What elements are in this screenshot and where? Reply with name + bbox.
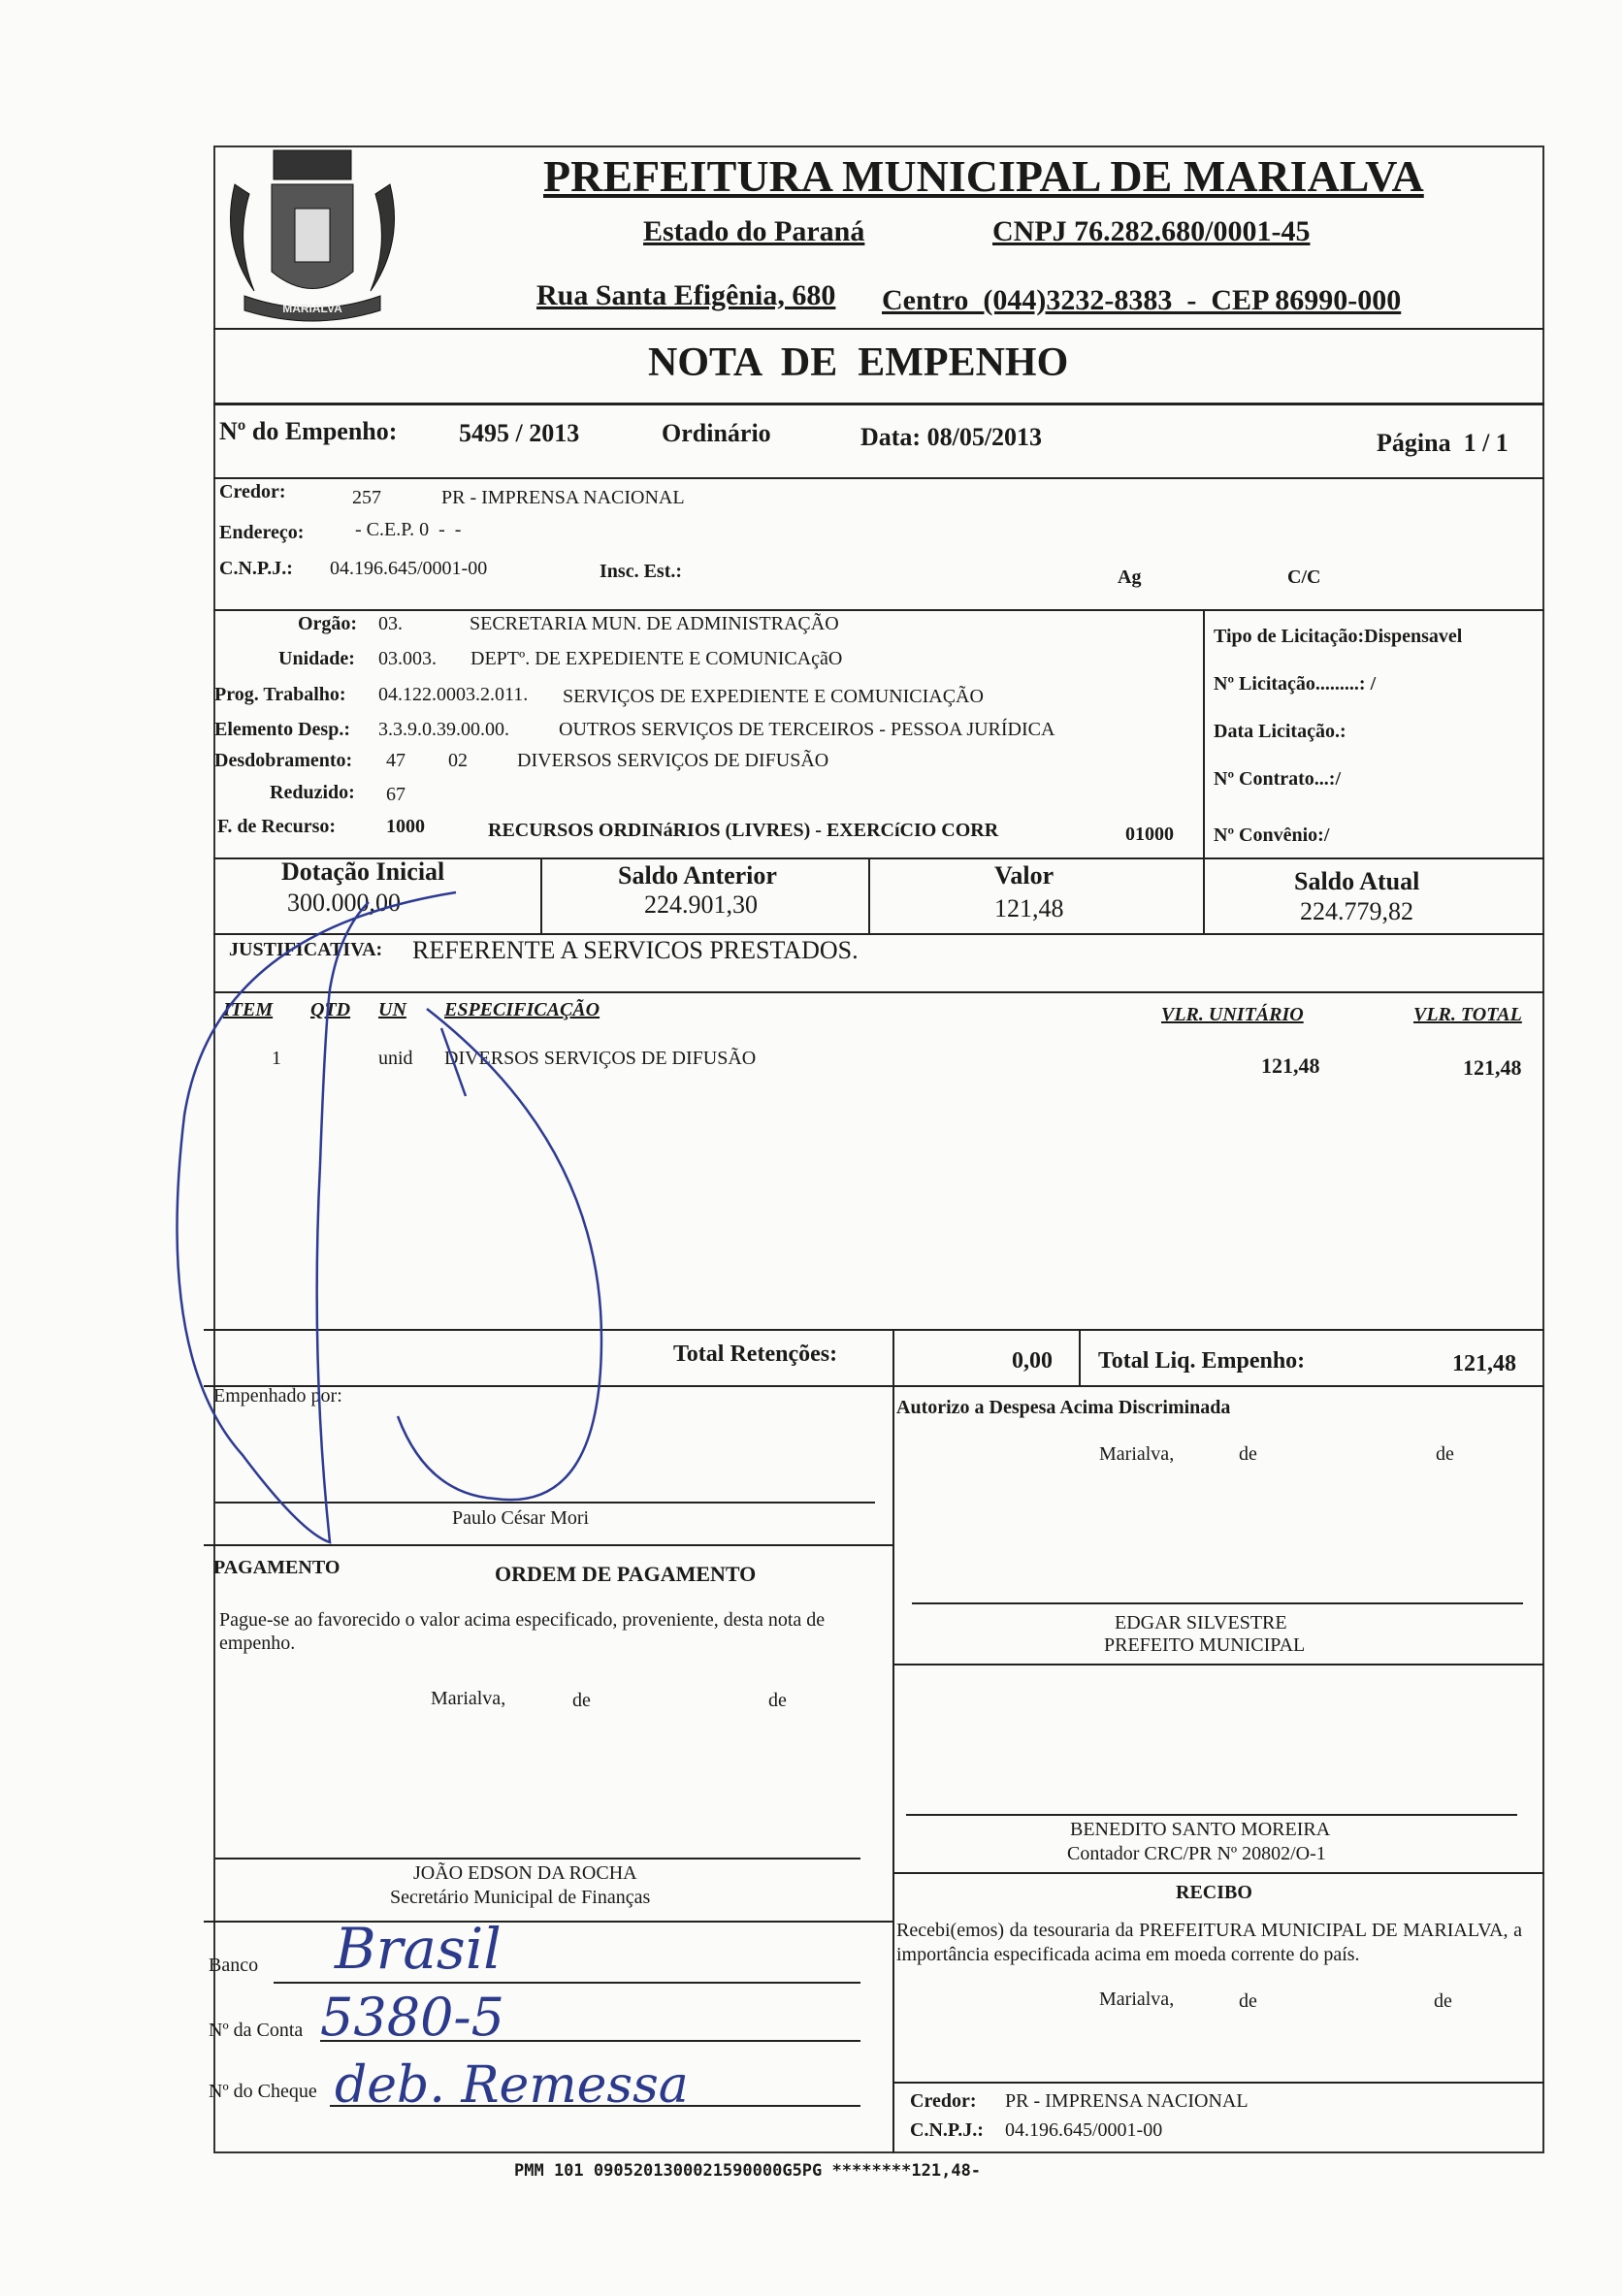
numero-contrato: Nº Contrato...:/ — [1214, 768, 1342, 790]
conta-label: Nº da Conta — [209, 2020, 304, 2041]
prefeito-role: PREFEITO MUNICIPAL — [1104, 1634, 1306, 1656]
empenho-date: Data: 08/05/2013 — [860, 423, 1043, 451]
street-address: Rua Santa Efigênia, 680 — [536, 279, 836, 311]
liquido-value: 121,48 — [1452, 1351, 1516, 1376]
credor-cnpj: 04.196.645/0001-00 — [330, 558, 488, 579]
seal-banner-text: MARIALVA — [282, 302, 342, 315]
data-licitacao: Data Licitação.: — [1214, 721, 1346, 742]
autorizo-label: Autorizo a Despesa Acima Discriminada — [896, 1397, 1231, 1418]
totals-col-1 — [892, 1329, 894, 1387]
header-qtd: QTD — [310, 999, 351, 1020]
doc-title: NOTA DE EMPENHO — [648, 340, 1069, 385]
prog-trabalho-label: Prog. Trabalho: — [214, 684, 346, 705]
orgao-code: 03. — [378, 613, 403, 634]
row-spec: DIVERSOS SERVIÇOS DE DIFUSÃO — [444, 1048, 757, 1069]
saldo-anterior-value: 224.901,30 — [644, 890, 758, 919]
liquido-label: Total Liq. Empenho: — [1098, 1348, 1306, 1374]
phone-cep: Centro (044)3232-8383 - CEP 86990-000 — [882, 284, 1402, 316]
financas-role: Secretário Municipal de Finanças — [390, 1887, 651, 1908]
pagamento-label: PAGAMENTO — [213, 1557, 341, 1578]
justificativa-text: REFERENTE A SERVICOS PRESTADOS. — [412, 936, 859, 964]
recibo-credor-label: Credor: — [910, 2090, 977, 2112]
dotacao-label: Dotação Inicial — [281, 857, 445, 886]
elemento-code: 3.3.9.0.39.00.00. — [378, 719, 509, 740]
endereco-value: - C.E.P. 0 - - — [355, 519, 462, 540]
banco-handwritten: Brasil — [335, 1916, 502, 1982]
recibo-cnpj-label: C.N.P.J.: — [910, 2119, 984, 2141]
tipo-licitacao: Tipo de Licitação:Dispensavel — [1214, 626, 1463, 647]
prefeito-sign-line — [912, 1602, 1523, 1604]
cnpj-label: C.N.P.J.: — [219, 558, 293, 579]
recibo-de2: de — [1434, 1990, 1452, 2012]
footer-code: PMM 101 0905201300021590000G5PG ********121,48- — [514, 2161, 982, 2181]
page-indicator: Página 1 / 1 — [1377, 429, 1508, 457]
prefeito-name: EDGAR SILVESTRE — [1115, 1612, 1287, 1633]
desdobramento-sub: 02 — [448, 750, 468, 771]
retencoes-value: 0,00 — [1012, 1348, 1053, 1374]
credor-code: 257 — [352, 487, 381, 508]
row-item: 1 — [272, 1048, 281, 1069]
row-unit: unid — [378, 1048, 413, 1069]
credor-name: PR - IMPRENSA NACIONAL — [441, 487, 685, 508]
ordem-pagamento-label: ORDEM DE PAGAMENTO — [495, 1562, 757, 1586]
recurso-name: RECURSOS ORDINáRIOS (LIVRES) - EXERCíCIO CORR — [488, 820, 999, 841]
recurso-sub: 01000 — [1125, 824, 1174, 845]
empenho-number: 5495 / 2013 — [459, 419, 580, 447]
banco-line — [274, 1982, 860, 1984]
recibo-de1: de — [1239, 1990, 1257, 2012]
contador-name: BENEDITO SANTO MOREIRA — [1070, 1819, 1331, 1840]
recibo-text: Recebi(emos) da tesouraria da PREFEITURA MUNICIPAL DE MARIALVA, a importância especificada acima em moeda corrente do país. — [896, 1920, 1522, 1965]
balance-divider — [213, 933, 1544, 935]
conta-handwritten: 5380-5 — [320, 1987, 505, 2048]
valor-value: 121,48 — [994, 894, 1064, 922]
totals-bottom — [204, 1385, 1544, 1387]
valor-label: Valor — [994, 861, 1054, 889]
lower-divider — [892, 1385, 894, 2153]
dotacao-value: 300.000,00 — [287, 889, 401, 917]
empenhado-signer: Paulo César Mori — [452, 1507, 590, 1529]
elemento-label: Elemento Desp.: — [214, 719, 350, 740]
recibo-cnpj-value: 04.196.645/0001-00 — [1005, 2119, 1163, 2141]
recibo-credor-name: PR - IMPRENSA NACIONAL — [1005, 2090, 1249, 2112]
empenho-divider — [213, 477, 1544, 479]
cheque-handwritten: deb. Remessa — [335, 2056, 689, 2115]
header-spec: ESPECIFICAÇÃO — [444, 999, 600, 1020]
unidade-code: 03.003. — [378, 648, 437, 669]
justificativa-label: JUSTIFICATIVA: — [229, 939, 383, 960]
balance-col-2 — [868, 857, 870, 935]
unidade-label: Unidade: — [278, 648, 355, 669]
recibo-place: Marialva, — [1099, 1989, 1175, 2010]
autorizo-de2: de — [1436, 1443, 1454, 1465]
financas-sign-line — [215, 1858, 860, 1859]
pagamento-de1: de — [572, 1690, 591, 1711]
pagamento-text: Pague-se ao favorecido o valor acima especificado, proveniente, desta nota de empenho. — [219, 1609, 826, 1654]
balance-col-1 — [540, 857, 542, 935]
retencoes-label: Total Retenções: — [673, 1342, 838, 1367]
saldo-atual-value: 224.779,82 — [1300, 897, 1413, 925]
contador-bottom — [892, 1872, 1544, 1874]
state-name: Estado do Paraná — [643, 215, 865, 247]
banco-label: Banco — [209, 1955, 259, 1976]
desdobramento-name: DIVERSOS SERVIÇOS DE DIFUSÃO — [517, 750, 829, 771]
autorizo-place: Marialva, — [1099, 1443, 1175, 1465]
empenho-number-label: Nº do Empenho: — [219, 417, 398, 445]
orgao-label: Orgão: — [298, 613, 358, 634]
credor-divider — [213, 609, 1544, 611]
financas-bottom — [204, 1921, 892, 1923]
elemento-name: OUTROS SERVIÇOS DE TERCEIROS - PESSOA JURÍDICA — [559, 719, 1055, 740]
desdobramento-label: Desdobramento: — [214, 750, 353, 771]
header-total-value: VLR. TOTAL — [1413, 1004, 1522, 1025]
header-unit-value: VLR. UNITÁRIO — [1161, 1004, 1304, 1025]
conta-corrente-label: C/C — [1287, 566, 1321, 588]
prefeito-bottom — [892, 1664, 1544, 1665]
desdobramento-code: 47 — [386, 750, 406, 771]
prog-trabalho-name: SERVIÇOS DE EXPEDIENTE E COMUNICIAÇÃO — [563, 686, 984, 707]
recurso-label: F. de Recurso: — [217, 816, 337, 837]
totals-col-2 — [1079, 1329, 1081, 1387]
saldo-anterior-label: Saldo Anterior — [618, 861, 777, 889]
header-un: UN — [378, 999, 406, 1020]
municipal-seal — [215, 126, 409, 335]
prog-trabalho-code: 04.122.0003.2.011. — [378, 684, 529, 705]
title-divider — [213, 403, 1544, 405]
financas-name: JOÃO EDSON DA ROCHA — [413, 1862, 637, 1884]
credor-label: Credor: — [219, 481, 286, 502]
recibo-label: RECIBO — [1176, 1882, 1252, 1903]
balance-col-3 — [1203, 857, 1205, 935]
endereco-label: Endereço: — [219, 522, 305, 543]
empenho-type: Ordinário — [662, 419, 771, 447]
header-divider — [213, 328, 1544, 330]
unidade-name: DEPTº. DE EXPEDIENTE E COMUNICAçãO — [470, 648, 843, 669]
numero-convenio: Nº Convênio:/ — [1214, 825, 1330, 846]
agencia-label: Ag — [1118, 566, 1142, 588]
recurso-code: 1000 — [386, 816, 425, 837]
justificativa-divider — [213, 991, 1544, 993]
saldo-atual-label: Saldo Atual — [1294, 867, 1420, 895]
header-item: ITEM — [223, 999, 274, 1020]
contador-sign-line — [906, 1814, 1517, 1816]
totals-top — [204, 1329, 1544, 1331]
row-total-value: 121,48 — [1463, 1055, 1522, 1080]
autorizo-de1: de — [1239, 1443, 1257, 1465]
cheque-label: Nº do Cheque — [209, 2081, 317, 2102]
empenhado-bottom — [204, 1544, 892, 1546]
pagamento-place: Marialva, — [431, 1688, 506, 1709]
recibo-bottom — [892, 2082, 1544, 2084]
pagamento-de2: de — [768, 1690, 787, 1711]
orgao-name: SECRETARIA MUN. DE ADMINISTRAÇÃO — [470, 613, 839, 634]
reduzido-code: 67 — [386, 784, 406, 805]
numero-licitacao: Nº Licitação.........: / — [1214, 673, 1377, 695]
reduzido-label: Reduzido: — [270, 782, 355, 803]
empenhado-label: Empenhado por: — [213, 1385, 342, 1407]
row-unit-value: 121,48 — [1261, 1053, 1320, 1078]
cnpj-header: CNPJ 76.282.680/0001-45 — [992, 215, 1311, 247]
contador-role: Contador CRC/PR Nº 20802/O-1 — [1067, 1843, 1326, 1864]
licitacao-divider — [1203, 609, 1205, 859]
empenhado-sign-line — [215, 1502, 875, 1504]
insc-est-label: Insc. Est.: — [600, 561, 683, 582]
prefeitura-title: PREFEITURA MUNICIPAL DE MARIALVA — [543, 151, 1424, 201]
